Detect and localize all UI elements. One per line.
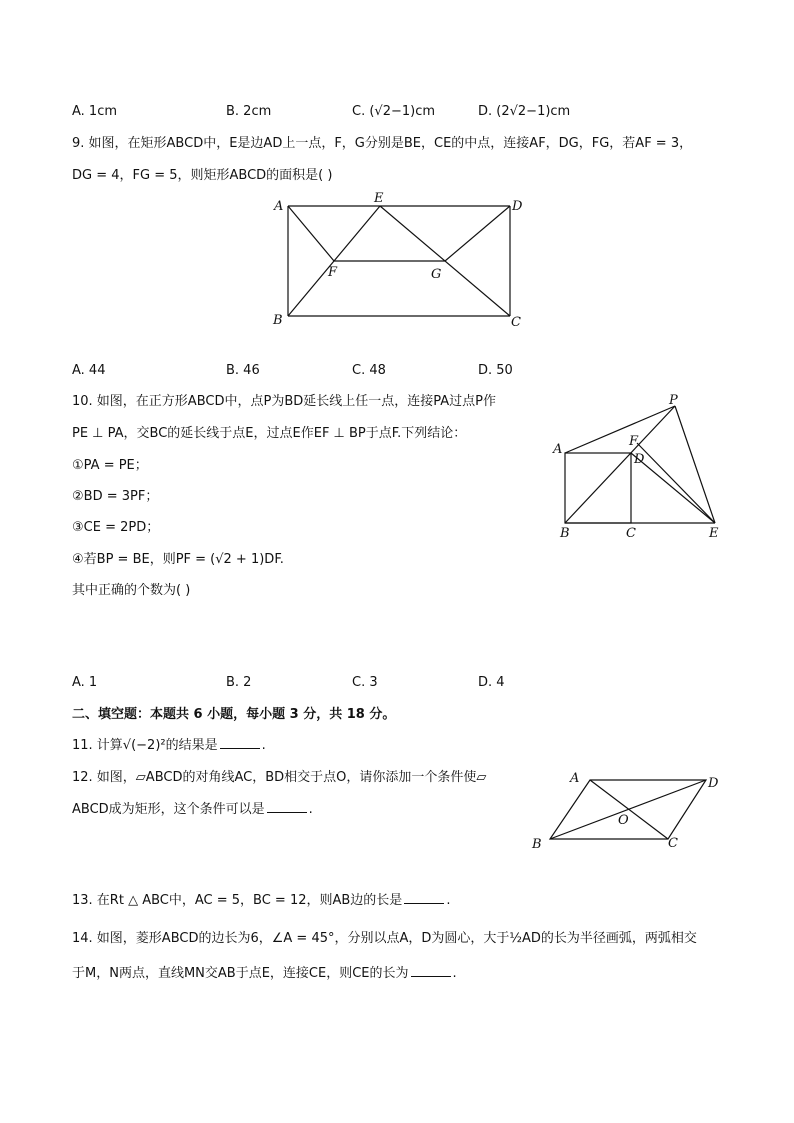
q9-label-a: A [274,199,284,214]
q9-stem-line1: 9. 如图，在矩形ABCD中，E是边AD上一点，F，G分别是BE，CE的中点，连接AF，DG，FG，若AF = 3， [72,136,693,151]
q9-label-b: B [273,313,283,328]
q9-label-g: G [431,267,442,282]
q9-option-c: C. 48 [352,363,386,378]
q9-label-f: F [328,265,338,280]
q10-option-a: A. 1 [72,675,98,690]
q13-period: . [446,893,451,908]
q10-stem-line2: PE ⊥ PA，交BC的延长线于点E，过点E作EF ⊥ BP于点F.下列结论： [72,426,467,441]
q10-label-d: D [634,452,645,467]
q14-answer-blank[interactable] [411,964,451,977]
q10-label-b: B [560,526,570,541]
q11-period: . [261,738,266,753]
q14-period: . [452,966,457,981]
q10-conclusion-2: ②BD = 3PF； [72,489,159,504]
q9-label-c: C [511,315,521,330]
q10-label-a: A [553,442,563,457]
q10-option-c: C. 3 [352,675,378,690]
q12-answer-blank[interactable] [267,800,307,813]
q9-stem-line2: DG = 4，FG = 5，则矩形ABCD的面积是( ) [72,168,333,183]
q8-option-a: A. 1cm [72,104,118,119]
q10-label-f: F [629,434,639,449]
q10-label-c: C [626,526,636,541]
q11-stem [72,736,266,756]
q12-label-d: D [708,776,719,791]
q11-answer-blank[interactable] [220,736,260,749]
q12-stem-line2 [72,800,313,820]
q10-conclusion-1: ①PA = PE； [72,458,148,473]
q14-text: 于M，N两点，直线MN交AB于点E，连接CE，则CE的长为 [72,966,409,981]
q10-figure-square [548,392,728,542]
q10-question: 其中正确的个数为( ) [72,583,191,598]
section-heading-fill-in: 二、填空题：本题共 6 小题，每小题 3 分，共 18 分。 [72,707,396,722]
q13-answer-blank[interactable] [404,891,444,904]
q8-option-d: D. (2√2−1)cm [478,104,571,119]
q9-option-d: D. 50 [478,363,513,378]
q9-option-a: A. 44 [72,363,106,378]
q10-option-d: D. 4 [478,675,505,690]
q12-label-a: A [570,771,580,786]
q12-label-b: B [532,837,542,852]
q13-stem [72,891,450,911]
q10-conclusion-4: ④若BP = BE，则PF = (√2 + 1)DF. [72,552,284,567]
q14-stem-line2 [72,964,457,984]
q12-stem-line1: 12. 如图，▱ABCD的对角线AC，BD相交于点O，请你添加一个条件使▱ [72,770,487,785]
q10-label-e: E [709,526,719,541]
q12-figure-parallelogram [528,766,728,856]
q10-stem-line1: 10. 如图，在正方形ABCD中，点P为BD延长线上任一点，连接PA过点P作 [72,394,496,409]
q11-text: 11. 计算√(−2)²的结果是 [72,738,218,753]
q9-label-d: D [512,199,523,214]
q12-text: ABCD成为矩形，这个条件可以是 [72,802,265,817]
q12-label-c: C [668,836,678,851]
q14-stem-line1: 14. 如图，菱形ABCD的边长为6，∠A = 45°，分别以点A，D为圆心，大于½AD的长为半径画弧，两弧相交 [72,931,697,946]
q10-conclusion-3: ③CE = 2PD； [72,520,160,535]
q9-figure-rectangle [268,192,528,332]
q13-text: 13. 在Rt △ ABC中，AC = 5，BC = 12，则AB边的长是 [72,893,403,908]
q8-option-b: B. 2cm [226,104,272,119]
q10-label-p: P [669,393,678,408]
q9-option-b: B. 46 [226,363,260,378]
q10-option-b: B. 2 [226,675,252,690]
q8-option-c: C. (√2−1)cm [352,104,436,119]
q12-label-o: O [618,813,629,828]
q12-period: . [308,802,313,817]
q9-label-e: E [374,191,384,206]
